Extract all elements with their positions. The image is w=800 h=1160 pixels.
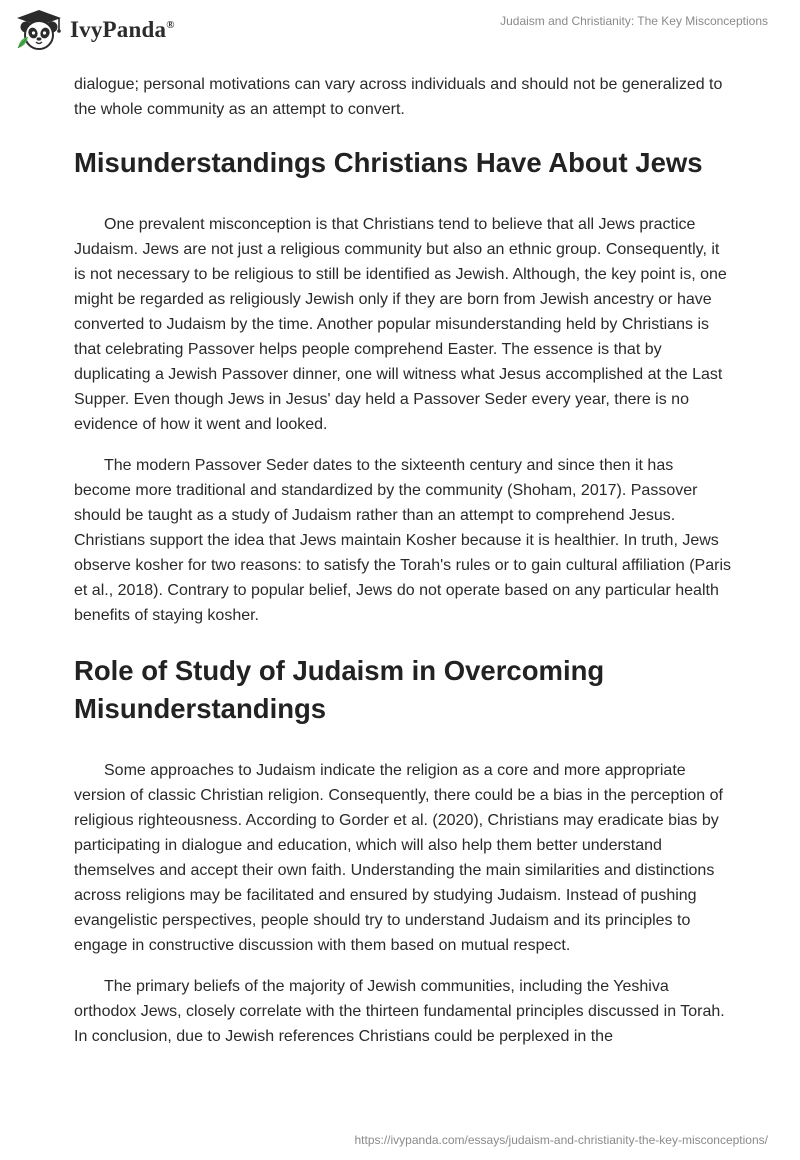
source-url[interactable]: https://ivypanda.com/essays/judaism-and-christianity-the-key-misconceptions/ xyxy=(354,1133,768,1147)
paragraph: One prevalent misconception is that Christians tend to believe that all Jews practice Judaism. Jews are not just a religious community but also an ethnic group. Consequently, it is not necessary to be religious to still be identified as Jewish. Although, the key point is, one might be regarded as religiously Jewish only if they are born from Jewish ancestry or have converted to Judaism by the time. Another popular misunderstanding held by Christians is that celebrating Passover helps people comprehend Easter. The essence is that by duplicating a Jewish Passover dinner, one will witness what Jesus accomplished at the Last Supper. Even though Jews in Jesus' day held a Passover Seder every year, there is no evidence of how it went and looked. xyxy=(74,216,727,433)
panda-logo-icon xyxy=(14,8,64,52)
page-header xyxy=(0,0,800,70)
paragraph: The primary beliefs of the majority of Jewish communities, including the Yeshiva orthodox Jews, closely correlate with the thirteen fundamental principles discussed in Torah. In conclusion, due to Jewish references Christians could be perplexed in the xyxy=(74,978,725,1045)
paragraph: Some approaches to Judaism indicate the religion as a core and more appropriate version of classic Christian religion. Consequently, there could be a bias in the perception of religious righteousness. According to Gorder et al. (2020), Christians may eradicate bias by participating in dialogue and education, which will also help them better understand themselves and accept their own faith. Understanding the main similarities and distinctions across religions may be facilitated and ensured by studying Judaism. Instead of pushing evangelistic perspectives, people should try to understand Judaism and its principles to engage in constructive discussion with them based on mutual respect. xyxy=(74,762,723,954)
section-heading-role-of-study: Role of Study of Judaism in Overcoming Misunderstandings xyxy=(74,655,605,724)
section-heading-misunderstandings: Misunderstandings Christians Have About Jews xyxy=(74,147,703,178)
paragraph: The modern Passover Seder dates to the sixteenth century and since then it has become more traditional and standardized by the community (Shoham, 2017). Passover should be taught as a study of Judaism rather than an attempt to comprehend Jesus. Christians support the idea that Jews maintain Kosher because it is healthier. In truth, Jews observe kosher for two reasons: to satisfy the Torah's rules or to gain cultural affiliation (Paris et al., 2018). Contrary to popular belief, Jews do not operate based on any particular health benefits of staying kosher. xyxy=(74,457,731,624)
brand-name: IvyPanda® xyxy=(70,17,175,42)
paragraph-continued: dialogue; personal motivations can vary across individuals and should not be generalized to the whole community as an attempt to convert. xyxy=(74,76,723,118)
essay-body xyxy=(74,72,734,1065)
document-title: Judaism and Christianity: The Key Misconceptions xyxy=(500,14,768,28)
logo[interactable] xyxy=(14,8,175,52)
registered-mark: ® xyxy=(166,19,175,31)
